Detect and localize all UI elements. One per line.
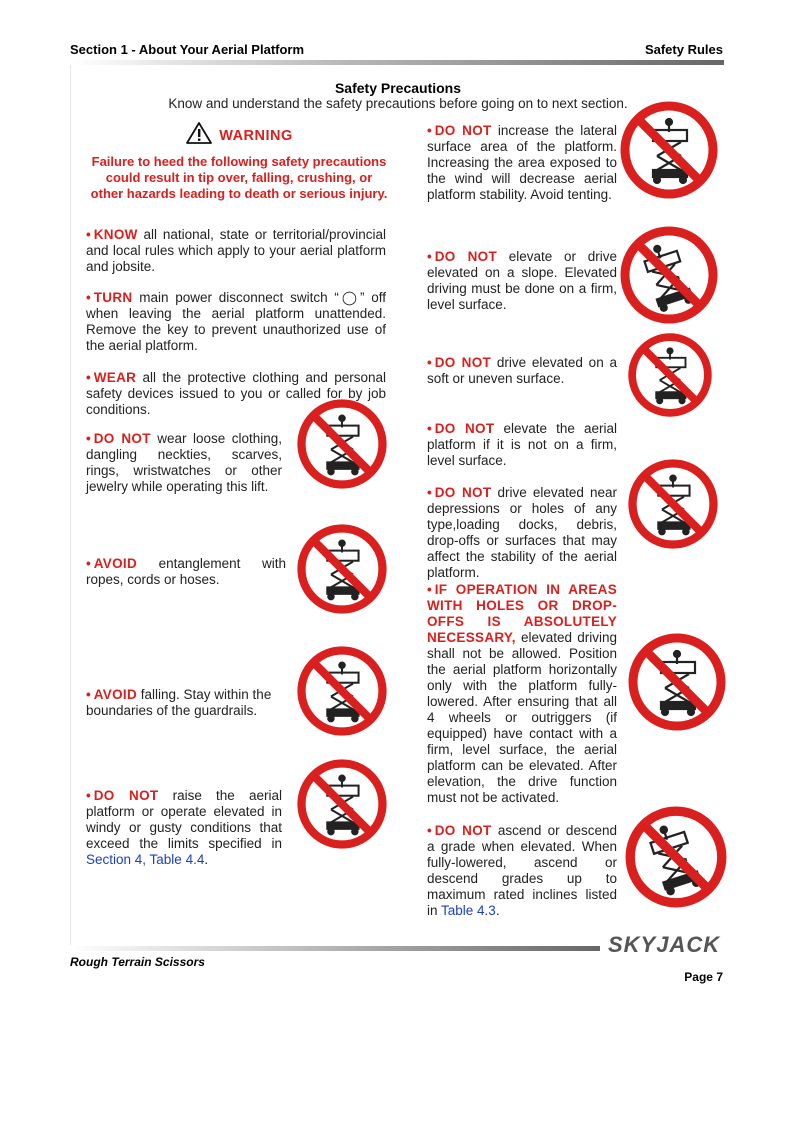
list-item: • DO NOT wear loose clothing, dangling neckties, scarves, rings, wristwatches or other jewelry while operating this lift. [86, 431, 282, 494]
page-title: Safety Precautions [334, 80, 462, 96]
item-keyword: DO NOT [434, 421, 495, 436]
item-text: main power disconnect switch “ [132, 290, 339, 305]
table-reference-link[interactable]: Section 4, Table 4.4 [86, 852, 205, 867]
list-item: • WEAR all the protective clothing and personal safety devices issued to you or called for by job conditions. [86, 370, 386, 417]
item-keyword: DO NOT [434, 249, 498, 264]
brand-logo: SKYJACK [608, 932, 721, 957]
no-falling-sign-icon [296, 645, 388, 737]
item-text: all the protective clothing and personal safety devices issued to you or called for by job conditions. [86, 370, 386, 417]
page-content [70, 65, 725, 945]
item-keyword: WEAR [93, 370, 137, 385]
item-text: wear loose clothing, dangling neckties, scarves, rings, wristwatches or other jewelry while operating this lift. [86, 431, 282, 494]
item-text: falling. Stay within the boundaries of the guardrails. [86, 687, 272, 718]
list-item: • DO NOT drive elevated on a soft or uneven surface. [427, 355, 617, 386]
list-item: • IF OPERATION IN AREAS WITH HOLES OR DROP-OFFS IS ABSOLUTELY NECESSARY, elevated driving shall not be allowed. Position the aerial platform horizontally only with the platform fully-lowered. After ensuring that all 4 wheels or outriggers (if equipped) have contact with a firm, level surface, the aerial platform can be elevated. After elevation, the drive function must not be activated. [427, 582, 617, 805]
list-item: • TURN main power disconnect switch “◯” off when leaving the aerial platform unattended. Remove the key to prevent unauthorized use of the aerial platform. [86, 290, 387, 353]
list-item: • AVOID entanglement with ropes, cords or hoses. [86, 556, 286, 587]
manual-name: Rough Terrain Scissors [70, 955, 205, 969]
warning-text: Failure to heed the following safety precautions could result in tip over, falling, crushing, or other hazards leading to death or serious injury. [90, 154, 388, 201]
list-item: • DO NOT elevate or drive elevated on a slope. Elevated driving must be done on a firm, level surface. [427, 249, 617, 312]
no-holes-sign-icon [627, 632, 727, 732]
list-item: • KNOW all national, state or territorial/provincial and local rules which apply to your aerial platform and jobsite. [86, 227, 386, 274]
item-text: ” off when leaving the aerial platform unattended. Remove the key to prevent unauthorized use of the aerial platform. [86, 290, 387, 353]
item-text: increase the lateral surface area of the platform. Increasing the area exposed to the wind will decrease aerial platform stability. Avoid tenting. [427, 123, 617, 202]
list-item: • AVOID falling. Stay within the boundaries of the guardrails. [86, 687, 272, 718]
item-text: all national, state or territorial/provincial and local rules which apply to your aerial platform and jobsite. [86, 227, 386, 274]
no-uneven-surface-sign-icon [627, 332, 713, 418]
item-keyword: DO NOT [434, 823, 492, 838]
item-text: drive elevated on a soft or uneven surface. [427, 355, 617, 386]
item-keyword: DO NOT [434, 123, 492, 138]
no-entanglement-sign-icon [296, 523, 388, 615]
no-tenting-sign-icon [619, 100, 719, 200]
item-text: . [495, 903, 500, 918]
item-keyword: AVOID [93, 556, 137, 571]
item-keyword: DO NOT [93, 788, 159, 803]
item-text: elevated driving shall not be allowed. Position the aerial platform horizontally only with the platform fully-lowered. After ensuring that all 4 wheels or outriggers (if equipped) have contact with a firm, level surface, the aerial platform can be elevated. After elevation, the drive function must not be activated. [427, 630, 617, 805]
no-grade-sign-icon [624, 805, 728, 909]
item-text: elevate or drive elevated on a slope. Elevated driving must be done on a firm, level surface. [427, 249, 617, 312]
power-off-symbol: ◯ [338, 290, 360, 305]
item-text: entanglement with ropes, cords or hoses. [86, 556, 286, 587]
warning-box [89, 121, 389, 202]
warning-triangle-icon [185, 121, 213, 150]
item-keyword: DO NOT [434, 355, 492, 370]
item-text: raise the aerial platform or operate elevated in windy or gusty conditions that exceed the limits specified in [86, 788, 282, 851]
warning-title: WARNING [219, 127, 293, 144]
page-number: Page 7 [684, 970, 723, 984]
item-keyword: IF OPERATION IN AREAS WITH HOLES OR DROP-OFFS IS ABSOLUTELY NECESSARY, [427, 582, 617, 645]
item-keyword: DO NOT [93, 431, 151, 446]
table-reference-link[interactable]: Table 4.3 [441, 903, 496, 918]
item-keyword: DO NOT [434, 485, 492, 500]
list-item: • DO NOT elevate the aerial platform if it is not on a firm, level surface. [427, 421, 617, 468]
no-wind-sign-icon [296, 758, 388, 850]
header-topic: Safety Rules [644, 42, 723, 57]
list-item: • DO NOT increase the lateral surface area of the platform. Increasing the area exposed to the wind will decrease aerial platform stability. Avoid tenting. [427, 123, 617, 202]
item-keyword: TURN [93, 290, 133, 305]
no-jewelry-sign-icon [296, 398, 388, 490]
item-text: ascend or descend a grade when elevated. When fully-lowered, ascend or descend grades up to maximum rated inclines listed in [427, 823, 617, 918]
item-keyword: KNOW [93, 227, 138, 242]
list-item: • DO NOT raise the aerial platform or operate elevated in windy or gusty conditions that exceed the limits specified in Section 4, Table 4.4. [86, 788, 282, 867]
footer-divider [70, 946, 600, 951]
list-item: • DO NOT drive elevated near depressions or holes of any type,loading docks, debris, drop-offs or surfaces that may affect the stability of the aerial platform. [427, 485, 617, 580]
no-slope-sign-icon [619, 225, 719, 325]
item-text: drive elevated near depressions or holes of any type,loading docks, debris, drop-offs or surfaces that may affect the stability of the aerial platform. [427, 485, 617, 580]
item-text: elevate the aerial platform if it is not on a firm, level surface. [427, 421, 617, 468]
no-drop-off-sign-icon [627, 458, 719, 550]
item-keyword: AVOID [93, 687, 137, 702]
list-item: • DO NOT ascend or descend a grade when elevated. When fully-lowered, ascend or descend grades up to maximum rated inclines listed in Table 4.3. [427, 823, 617, 918]
header-section: Section 1 - About Your Aerial Platform [70, 42, 305, 57]
page-subtitle: Know and understand the safety precautions before going on to next section. [168, 96, 628, 111]
item-text: . [204, 852, 209, 867]
